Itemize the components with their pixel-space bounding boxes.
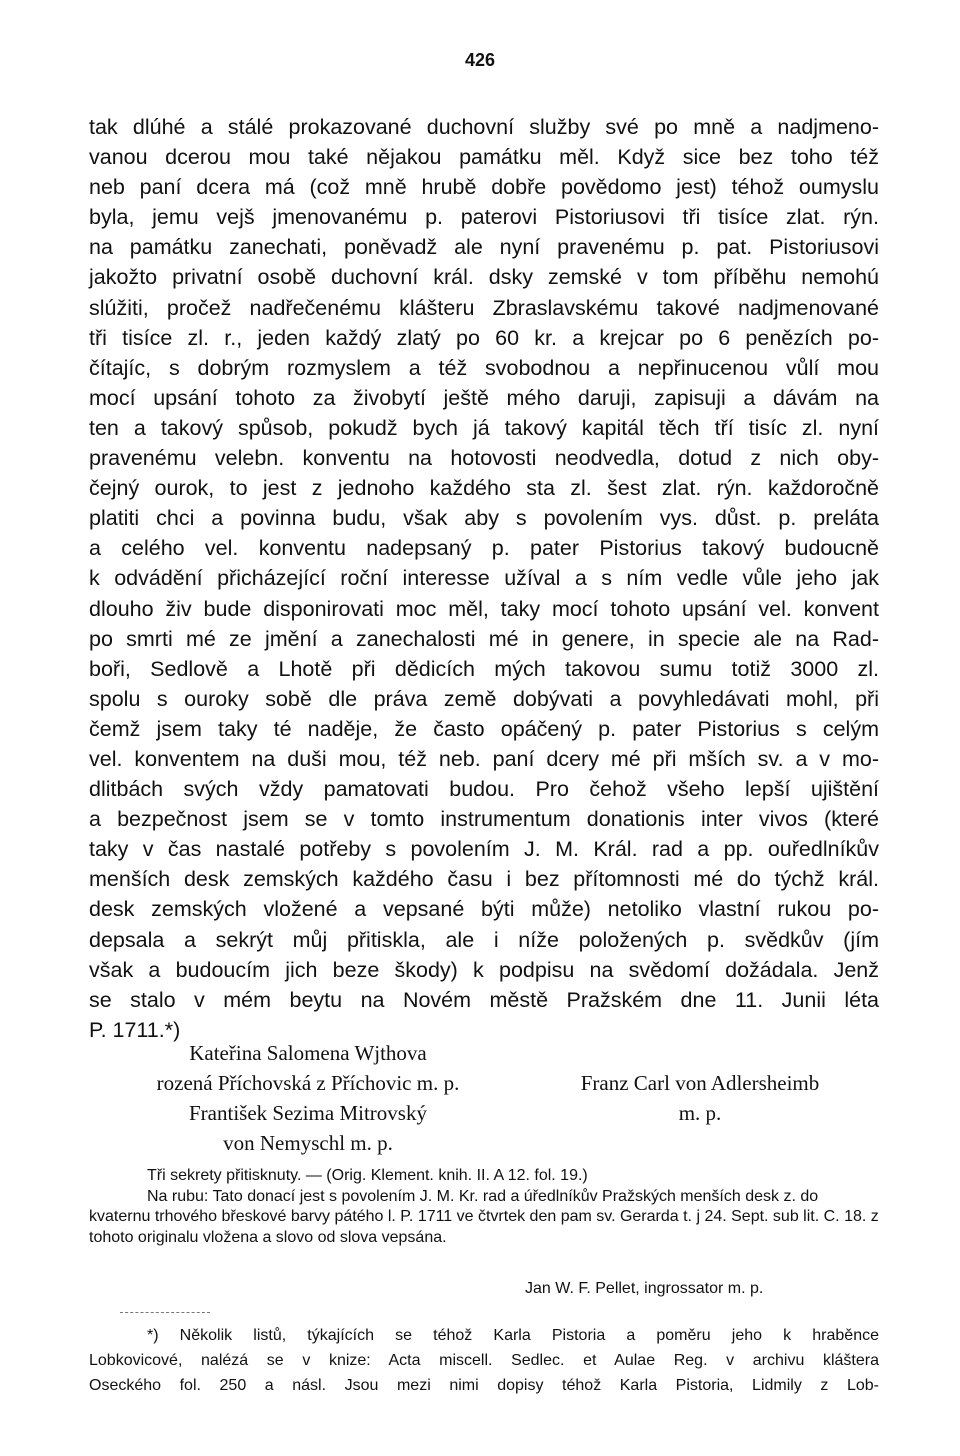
- text-line: jakožto privatní osobě duchovní král. dsky zemské v tom příběhu nemohú: [89, 265, 879, 290]
- text-line: spolu s ouroky sobě dle práva země dobývati a povyhledávati mohl, při: [89, 686, 879, 711]
- signature-block: [0, 1038, 960, 1158]
- footnote-divider: [120, 1312, 210, 1313]
- text-line: P. 1711.*): [89, 1017, 181, 1042]
- text-line: tak dlúhé a stálé prokazované duchovní služby své po mně a nadjmeno-: [89, 115, 879, 139]
- text-line: dlitbách svých vždy pamatovati budou. Pro čehož všeho lepší ujištění: [89, 777, 879, 802]
- text-line: slúžiti, pročež nadřečenému klášteru Zbraslavskému takové nadjmenované: [89, 295, 879, 320]
- signature-line: von Nemyschl m. p.: [223, 1131, 393, 1155]
- text-line: desk zemských vložené a vepsané býti může) netoliko vlastní rukou po-: [89, 897, 879, 922]
- archival-notes: [89, 1166, 879, 1248]
- text-line: se stalo v mém beytu na Novém městě Pražském dne 11. Junii léta: [89, 987, 879, 1012]
- footnote-line: *) Několik listů, týkajících se téhož Karla Pistoria a poměru jeho k hraběnce: [147, 1327, 879, 1344]
- text-line: po smrti mé ze jmění a zanechalosti mé in genere, in specie ale na Rad-: [89, 626, 879, 651]
- text-line: na památku zanechati, poněvadž ale nyní pravenému p. pat. Pistoriusovi: [89, 235, 879, 260]
- text-line: ten a takový spůsob, pokudž bych já takový kapitál těch tří tisíc zl. nyní: [89, 415, 879, 440]
- text-line: menších desk zemských každého času i bez přítomnosti mé do týchž král.: [89, 867, 879, 892]
- footnote-line: Oseckého fol. 250 a násl. Jsou mezi nimi dopisy téhož Karla Pistoria, Lidmily z Lob-: [89, 1377, 879, 1394]
- seals-note: Tři sekrety přitisknuty. — (Orig. Klement. knih. II. A 12. fol. 19.): [147, 1167, 588, 1184]
- text-line: čítajíc, s dobrým rozmyslem a též svobodnou a nepřinucenou vůlí mou: [89, 355, 879, 380]
- page-number: 426: [464, 50, 496, 70]
- text-line: taky v čas nastalé potřeby s povolením J. M. Král. rad a pp. ouředlníkův: [89, 837, 879, 862]
- signatures-left: [108, 1038, 508, 1158]
- text-line: neb paní dcera má (což mně hrubě dobře povědomo jest) téhož oumyslu: [89, 175, 879, 200]
- text-line: vanou dcerou mou také nějakou památku měl. Když sice bez toho též: [89, 145, 879, 170]
- text-line: pravenému velebn. konventu na hotovosti neodvedla, dotud z nich oby-: [89, 446, 879, 471]
- text-line: tři tisíce zl. r., jeden každý zlatý po 60 kr. a krejcar po 6 penězích po-: [89, 325, 879, 350]
- text-line: k odvádění přicházející roční interesse užíval a s ním vedle vůle jeho jak: [89, 566, 879, 591]
- text-line: vel. konventem na duši mou, též neb. paní dcery mé při mších sv. a v mo-: [89, 746, 879, 771]
- text-line: boři, Sedlově a Lhotě při dědicích mých takovou sumu totiž 3000 zl.: [89, 656, 879, 681]
- text-line: dlouho živ bude disponirovati moc měl, taky mocí tohoto upsání vel. konvent: [89, 596, 879, 621]
- main-text: [89, 112, 879, 1045]
- text-line: a bezpečnost jsem se v tomto instrumentum donationis inter vivos (které: [89, 807, 879, 832]
- text-line: a celého vel. konventu nadepsaný p. pater Pistorius takový budoucně: [89, 536, 879, 561]
- signature-line: Franz Carl von Adlersheimb: [580, 1071, 820, 1095]
- text-line: však a budoucím jich beze škody) k podpisu na svědomí dožádala. Jenž: [89, 957, 879, 982]
- signature-line: rozená Příchovská z Příchovic m. p.: [156, 1071, 460, 1095]
- ingrossator-signature: Jan W. F. Pellet, ingrossator m. p.: [525, 1280, 764, 1297]
- text-line: mocí upsání tohoto za živobytí ještě mého daruji, zapisuji a dávám na: [89, 385, 879, 410]
- text-line: byla, jemu vejš jmenovanému p. paterovi Pistoriusovi tři tisíce zlat. rýn.: [89, 205, 879, 230]
- signature-line: Kateřina Salomena Wjthova: [189, 1041, 427, 1065]
- text-line: platiti chci a povinna budu, však aby s povolením vys. důst. p. preláta: [89, 506, 879, 531]
- text-line: depsala a sekrýt můj přitiskla, ale i níže položených p. svědkův (jím: [89, 927, 879, 952]
- footnote-line: Lobkovicové, nalézá se v knize: Acta miscell. Sedlec. et Aulae Reg. v archivu kláštera: [89, 1352, 879, 1369]
- text-line: čejný ourok, to jest z jednoho každého sta zl. šest zlat. rýn. každoročně: [89, 476, 879, 501]
- verso-note: Na rubu: Tato donací jest s povolením J. M. Kr. rad a úředlníkův Pražských menších desk z. do kvaternu trhového břeskové barvy pátého l. P. 1711 ve čtvrtek den pam sv. Gerarda t. j 24. Sept. sub lit. C. 18. z tohoto originalu vložena a slovo od slova vepsána.: [89, 1187, 879, 1246]
- footnote: [89, 1323, 879, 1398]
- signature-line: František Sezima Mitrovský: [189, 1101, 427, 1125]
- signature-line: m. p.: [678, 1101, 722, 1125]
- text-line: čemž jsem taky té naděje, že často opáčený p. pater Pistorius s celým: [89, 716, 879, 741]
- signatures-right: [540, 1068, 860, 1128]
